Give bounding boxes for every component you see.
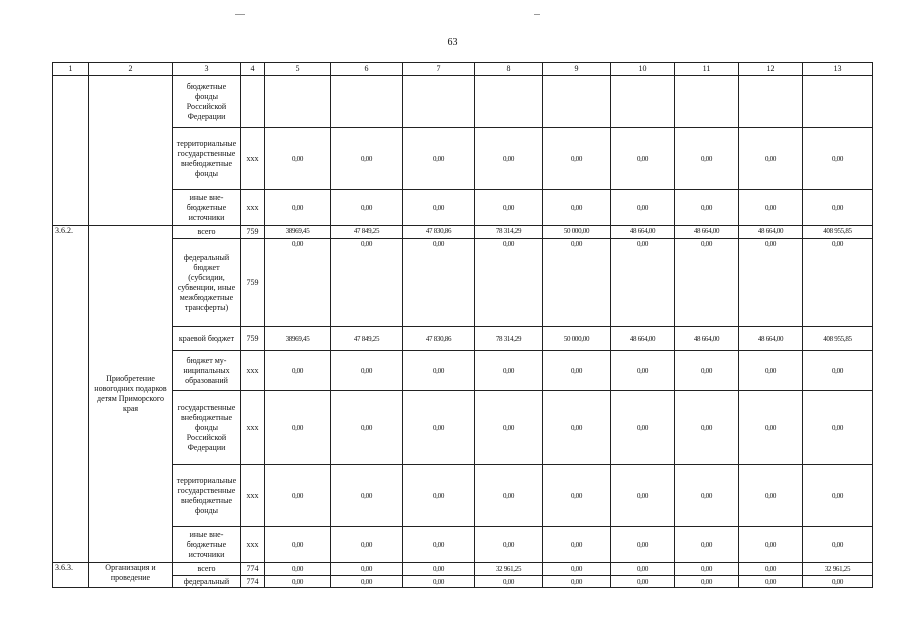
amount-cell: 0,00 (739, 128, 803, 190)
amount-cell: 0,00 (675, 190, 739, 226)
amount-cell: 408 955,85 (803, 327, 873, 351)
funding-source: федеральный (173, 576, 241, 588)
table-row (53, 226, 873, 239)
column-number: 1 (53, 63, 89, 76)
amount-cell: 0,00 (403, 190, 475, 226)
row-code: 3.6.2. (53, 226, 89, 563)
amount-cell: 0,00 (331, 576, 403, 588)
amount-cell: 0,00 (331, 563, 403, 576)
amount-cell: 78 314,29 (475, 327, 543, 351)
table-row (53, 465, 873, 527)
amount-cell: 0,00 (543, 391, 611, 465)
amount-cell: 0,00 (265, 128, 331, 190)
amount-cell: 0,00 (543, 527, 611, 563)
amount-cell: 0,00 (475, 527, 543, 563)
funding-source: территориальные государственные внебюджетные фонды (173, 128, 241, 190)
amount-cell: 0,00 (675, 391, 739, 465)
column-number-row (53, 63, 873, 76)
budget-code: xxx (241, 391, 265, 465)
amount-cell: 0,00 (543, 465, 611, 527)
amount-cell: 0,00 (739, 576, 803, 588)
amount-cell: 0,00 (475, 190, 543, 226)
amount-cell: 47 830,86 (403, 226, 475, 239)
amount-cell: 0,00 (803, 391, 873, 465)
event-name (89, 76, 173, 226)
amount-cell: 0,00 (675, 527, 739, 563)
amount-cell: 48 664,00 (611, 226, 675, 239)
funding-source: краевой бюджет (173, 327, 241, 351)
amount-cell: 0,00 (403, 576, 475, 588)
amount-cell: 408 955,85 (803, 226, 873, 239)
amount-cell (803, 76, 873, 128)
amount-cell: 0,00 (403, 351, 475, 391)
amount-cell: 47 830,86 (403, 327, 475, 351)
amount-cell: 0,00 (331, 391, 403, 465)
amount-cell: 48 664,00 (675, 226, 739, 239)
amount-cell: 38969,45 (265, 327, 331, 351)
amount-cell: 48 664,00 (611, 327, 675, 351)
scan-artifact (235, 14, 245, 15)
column-number: 6 (331, 63, 403, 76)
column-number: 13 (803, 63, 873, 76)
column-number: 4 (241, 63, 265, 76)
row-code: 3.6.3. (53, 563, 89, 588)
amount-cell: 0,00 (803, 128, 873, 190)
amount-cell: 0,00 (803, 576, 873, 588)
amount-cell: 0,00 (803, 465, 873, 527)
funding-source: государственные внебюджетные фонды Российской Федерации (173, 391, 241, 465)
amount-cell: 0,00 (675, 351, 739, 391)
amount-cell: 0,00 (475, 351, 543, 391)
amount-cell: 0,00 (403, 391, 475, 465)
amount-cell: 0,00 (611, 351, 675, 391)
column-number: 12 (739, 63, 803, 76)
amount-cell: 32 961,25 (475, 563, 543, 576)
budget-code: 774 (241, 563, 265, 576)
amount-cell: 48 664,00 (739, 327, 803, 351)
amount-cell (739, 76, 803, 128)
amount-cell: 0,00 (611, 576, 675, 588)
column-number: 11 (675, 63, 739, 76)
table-row (53, 563, 873, 576)
amount-cell: 0,00 (611, 190, 675, 226)
budget-code: xxx (241, 128, 265, 190)
amount-cell: 50 000,00 (543, 226, 611, 239)
column-number: 10 (611, 63, 675, 76)
amount-cell: 0,00 (403, 239, 475, 327)
amount-cell: 0,00 (331, 128, 403, 190)
amount-cell: 0,00 (265, 576, 331, 588)
amount-cell: 0,00 (803, 351, 873, 391)
budget-code (241, 76, 265, 128)
amount-cell: 0,00 (403, 128, 475, 190)
amount-cell: 0,00 (611, 128, 675, 190)
funding-source: всего (173, 563, 241, 576)
amount-cell: 0,00 (543, 128, 611, 190)
amount-cell: 0,00 (543, 239, 611, 327)
page-number: 63 (447, 37, 458, 48)
funding-source: иные внебюджетные источники (173, 527, 241, 563)
amount-cell: 0,00 (475, 465, 543, 527)
event-name: Организация и проведение (89, 563, 173, 588)
amount-cell: 0,00 (331, 465, 403, 527)
amount-cell: 0,00 (331, 351, 403, 391)
budget-code: 759 (241, 226, 265, 239)
amount-cell: 0,00 (475, 128, 543, 190)
amount-cell: 0,00 (611, 527, 675, 563)
table-row (53, 76, 873, 128)
amount-cell (331, 76, 403, 128)
column-number: 5 (265, 63, 331, 76)
funding-source: бюджет муниципальных образований (173, 351, 241, 391)
amount-cell: 0,00 (331, 239, 403, 327)
amount-cell: 50 000,00 (543, 327, 611, 351)
amount-cell: 78 314,29 (475, 226, 543, 239)
amount-cell (265, 76, 331, 128)
amount-cell: 0,00 (675, 576, 739, 588)
column-number: 2 (89, 63, 173, 76)
budget-code: 759 (241, 327, 265, 351)
amount-cell: 0,00 (265, 391, 331, 465)
amount-cell: 0,00 (739, 351, 803, 391)
amount-cell (675, 76, 739, 128)
amount-cell: 0,00 (403, 465, 475, 527)
amount-cell: 0,00 (475, 391, 543, 465)
amount-cell: 0,00 (611, 239, 675, 327)
amount-cell: 32 961,25 (803, 563, 873, 576)
amount-cell: 0,00 (803, 190, 873, 226)
funding-source: бюджетные фонды Российской Федерации (173, 76, 241, 128)
amount-cell: 38969,45 (265, 226, 331, 239)
row-code (53, 76, 89, 226)
amount-cell: 0,00 (543, 190, 611, 226)
amount-cell: 0,00 (611, 563, 675, 576)
table-row (53, 190, 873, 226)
budget-code: xxx (241, 527, 265, 563)
amount-cell: 0,00 (611, 465, 675, 527)
amount-cell: 0,00 (403, 563, 475, 576)
table-row (53, 327, 873, 351)
column-number: 7 (403, 63, 475, 76)
table-row (53, 391, 873, 465)
table-row (53, 128, 873, 190)
amount-cell: 0,00 (739, 391, 803, 465)
amount-cell: 0,00 (611, 391, 675, 465)
amount-cell: 0,00 (739, 190, 803, 226)
amount-cell: 0,00 (675, 563, 739, 576)
table-row (53, 239, 873, 327)
amount-cell: 0,00 (675, 239, 739, 327)
budget-code: 759 (241, 239, 265, 327)
funding-source: всего (173, 226, 241, 239)
amount-cell: 0,00 (739, 239, 803, 327)
amount-cell: 47 849,25 (331, 226, 403, 239)
table-row (53, 527, 873, 563)
amount-cell: 0,00 (675, 465, 739, 527)
amount-cell: 0,00 (265, 239, 331, 327)
amount-cell: 0,00 (739, 527, 803, 563)
scan-artifact (534, 14, 540, 15)
amount-cell: 0,00 (265, 465, 331, 527)
amount-cell: 0,00 (675, 128, 739, 190)
funding-source: территориальные государственные внебюджетные фонды (173, 465, 241, 527)
amount-cell: 0,00 (739, 563, 803, 576)
amount-cell (611, 76, 675, 128)
funding-source: федеральный бюджет (субсидии, субвенции, иные межбюджетные трансферты) (173, 239, 241, 327)
amount-cell: 0,00 (265, 563, 331, 576)
amount-cell: 0,00 (403, 527, 475, 563)
amount-cell (475, 76, 543, 128)
amount-cell: 0,00 (739, 465, 803, 527)
amount-cell: 0,00 (475, 576, 543, 588)
amount-cell: 0,00 (265, 351, 331, 391)
amount-cell: 0,00 (543, 563, 611, 576)
column-number: 3 (173, 63, 241, 76)
event-name: Приобретение новогодних подарков детям Приморского края (89, 226, 173, 563)
funding-source: иные внебюджетные источники (173, 190, 241, 226)
amount-cell: 0,00 (543, 351, 611, 391)
amount-cell: 48 664,00 (675, 327, 739, 351)
budget-code: xxx (241, 190, 265, 226)
table-row (53, 351, 873, 391)
amount-cell: 0,00 (803, 239, 873, 327)
amount-cell: 0,00 (265, 190, 331, 226)
budget-table (52, 62, 873, 588)
table-row (53, 576, 873, 588)
amount-cell: 0,00 (265, 527, 331, 563)
amount-cell: 0,00 (803, 527, 873, 563)
amount-cell: 0,00 (331, 190, 403, 226)
amount-cell: 47 849,25 (331, 327, 403, 351)
budget-code: 774 (241, 576, 265, 588)
amount-cell: 48 664,00 (739, 226, 803, 239)
amount-cell (403, 76, 475, 128)
budget-code: xxx (241, 351, 265, 391)
column-number: 9 (543, 63, 611, 76)
budget-code: xxx (241, 465, 265, 527)
column-number: 8 (475, 63, 543, 76)
amount-cell: 0,00 (475, 239, 543, 327)
amount-cell (543, 76, 611, 128)
amount-cell: 0,00 (543, 576, 611, 588)
amount-cell: 0,00 (331, 527, 403, 563)
